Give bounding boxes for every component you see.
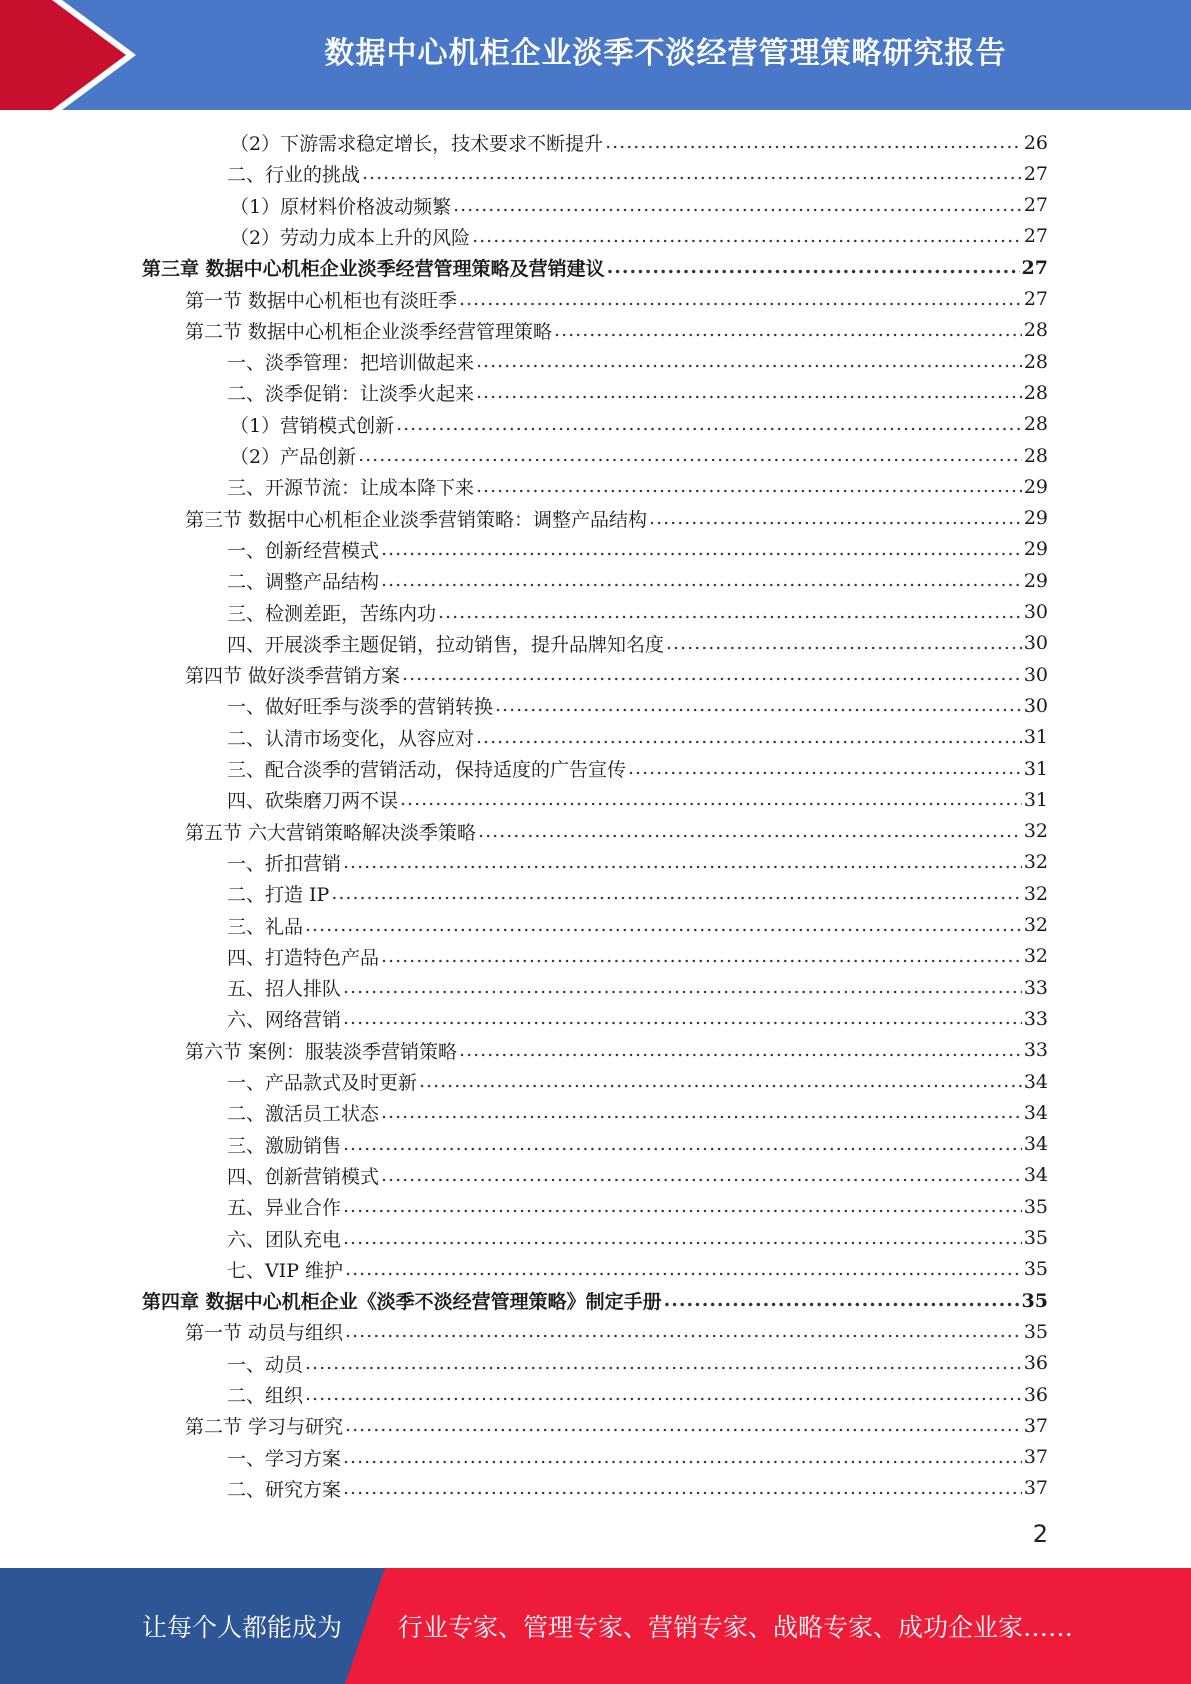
toc-entry-title: 四、创新营销模式 [227, 1165, 380, 1188]
toc-row[interactable] [227, 346, 1048, 377]
toc-entry-title: 五、异业合作 [227, 1197, 342, 1220]
toc-row[interactable] [227, 941, 1048, 972]
toc-row[interactable] [227, 690, 1048, 721]
toc-entry-page: 34 [1023, 1133, 1048, 1156]
toc-entry-title: 一、创新经营模式 [227, 539, 380, 562]
toc-entry-title: （2）劳动力成本上升的风险 [230, 226, 471, 249]
toc-leader-dots [343, 1477, 1022, 1500]
toc-leader-dots [396, 413, 1022, 436]
toc-entry-page: 35 [1023, 1258, 1048, 1281]
toc-leader-dots [343, 1007, 1022, 1030]
toc-leader-dots [605, 131, 1022, 154]
toc-row[interactable] [227, 471, 1048, 502]
toc-leader-dots [381, 1164, 1022, 1187]
toc-leader-dots [400, 788, 1022, 811]
toc-row[interactable] [227, 753, 1048, 784]
toc-entry-title: 第一节 动员与组织 [185, 1322, 344, 1345]
page-footer [0, 1568, 1191, 1684]
toc-row[interactable] [185, 315, 1048, 346]
toc-entry-page: 33 [1023, 1007, 1048, 1030]
toc-entry-title: 五、招人排队 [227, 978, 342, 1001]
toc-row[interactable] [230, 221, 1048, 252]
toc-entry-title: 一、动员 [227, 1353, 304, 1376]
toc-entry-title: （1）营销模式创新 [230, 414, 395, 437]
toc-leader-dots [343, 976, 1022, 999]
toc-leader-dots [495, 694, 1022, 717]
toc-entry-page: 27 [1023, 225, 1048, 248]
toc-leader-dots [476, 350, 1022, 373]
toc-row[interactable] [185, 816, 1048, 847]
toc-entry-page: 28 [1023, 444, 1048, 467]
toc-entry-page: 35 [1023, 1227, 1048, 1249]
toc-chapter-row[interactable] [142, 1285, 1048, 1316]
toc-row[interactable] [230, 440, 1048, 471]
toc-row[interactable] [227, 878, 1048, 909]
toc-entry-page: 27 [1021, 256, 1048, 279]
toc-entry-title: （1）原材料价格波动频繁 [230, 195, 452, 218]
toc-entry-page: 32 [1023, 945, 1048, 968]
toc-row[interactable] [185, 284, 1048, 315]
toc-leader-dots [554, 319, 1022, 342]
toc-row[interactable] [227, 1191, 1048, 1222]
page-header [0, 0, 1191, 110]
toc-leader-dots [381, 945, 1022, 968]
toc-row[interactable] [230, 409, 1048, 440]
toc-row[interactable] [227, 1442, 1048, 1473]
toc-leader-dots [607, 256, 1020, 279]
toc-entry-page: 27 [1023, 288, 1048, 310]
toc-entry-page: 37 [1023, 1446, 1048, 1469]
toc-leader-dots [419, 1070, 1022, 1093]
toc-entry-page: 35 [1023, 1320, 1048, 1343]
toc-entry-title: 第六节 案例：服装淡季营销策略 [185, 1040, 458, 1063]
toc-row[interactable] [185, 503, 1048, 534]
toc-row[interactable] [227, 910, 1048, 941]
toc-entry-title: 三、检测差距，苦练内功 [227, 602, 437, 625]
toc-row[interactable] [227, 1223, 1048, 1254]
toc-entry-title: 六、团队充电 [227, 1228, 342, 1251]
toc-entry-title: 第四节 做好淡季营销方案 [185, 665, 401, 688]
toc-row[interactable] [227, 628, 1048, 659]
toc-entry-page: 35 [1021, 1289, 1048, 1312]
toc-entry-title: （2）产品创新 [230, 446, 357, 468]
toc-leader-dots [459, 288, 1022, 311]
toc-entry-title: （2）下游需求稳定增长，技术要求不断提升 [230, 133, 604, 155]
toc-row[interactable] [227, 1379, 1048, 1410]
toc-leader-dots [476, 726, 1022, 749]
toc-entry-title: 第二节 学习与研究 [185, 1416, 344, 1439]
toc-leader-dots [381, 569, 1022, 592]
toc-entry-title: 一、做好旺季与淡季的营销转换 [227, 696, 494, 719]
toc-leader-dots [343, 1133, 1022, 1156]
page-number: 2 [1032, 1520, 1048, 1548]
toc-entry-title: 七、VIP 维护 [227, 1259, 344, 1282]
toc-leader-dots [664, 1289, 1020, 1312]
toc-chapter-row[interactable] [142, 252, 1048, 283]
toc-row[interactable] [227, 722, 1048, 753]
toc-row[interactable] [227, 784, 1048, 815]
toc-leader-dots [343, 851, 1022, 874]
toc-entry-title: 第二节 数据中心机柜企业淡季经营管理策略 [185, 320, 553, 343]
toc-row[interactable] [227, 1129, 1048, 1160]
toc-entry-page: 34 [1023, 1101, 1048, 1124]
toc-entry-page: 29 [1023, 569, 1048, 592]
toc-entry-page: 31 [1023, 726, 1048, 749]
toc-entry-page: 35 [1023, 1195, 1048, 1218]
toc-row[interactable] [185, 1410, 1048, 1441]
toc-entry-page: 33 [1023, 976, 1048, 999]
toc-leader-dots [362, 162, 1022, 185]
toc-row[interactable] [185, 659, 1048, 690]
toc-entry-title: 四、开展淡季主题促销，拉动销售，提升品牌知名度 [227, 633, 665, 656]
toc-leader-dots [345, 1320, 1022, 1343]
toc-entry-page: 28 [1023, 381, 1048, 404]
toc-leader-dots [381, 538, 1022, 561]
toc-leader-dots [402, 663, 1022, 686]
toc-leader-dots [358, 444, 1022, 467]
toc-leader-dots [628, 757, 1022, 780]
toc-entry-title: 第三节 数据中心机柜企业淡季营销策略：调整产品结构 [185, 508, 648, 531]
footer-slogan: 让每个人都能成为 [142, 1613, 343, 1642]
toc-leader-dots [343, 1227, 1022, 1250]
toc-row[interactable] [185, 1316, 1048, 1347]
toc-row[interactable] [227, 847, 1048, 878]
toc-entry-page: 37 [1023, 1477, 1048, 1500]
toc-entry-title: 二、调整产品结构 [227, 571, 380, 594]
toc-entry-page: 27 [1023, 194, 1048, 217]
toc-leader-dots [305, 1383, 1022, 1406]
toc-entry-page: 32 [1023, 820, 1048, 843]
toc-entry-page: 30 [1023, 663, 1048, 686]
toc-entry-page: 34 [1023, 1070, 1048, 1093]
toc-entry-page: 28 [1023, 413, 1048, 436]
toc-entry-title: 三、激励销售 [227, 1134, 342, 1157]
toc-entry-title: 一、产品款式及时更新 [227, 1072, 418, 1094]
toc-leader-dots [453, 194, 1022, 217]
footer-roles: 行业专家、管理专家、营销专家、战略专家、成功企业家…… [398, 1613, 1074, 1642]
toc-entry-title: 第三章 数据中心机柜企业淡季经营管理策略及营销建议 [142, 258, 605, 281]
toc-entry-page: 32 [1023, 851, 1048, 874]
toc-entry-page: 32 [1023, 914, 1048, 936]
toc-entry-page: 29 [1023, 507, 1048, 530]
toc-leader-dots [345, 1414, 1022, 1437]
toc-entry-title: 三、配合淡季的营销活动，保持适度的广告宣传 [227, 759, 627, 781]
toc-entry-title: 四、打造特色产品 [227, 946, 380, 969]
toc-entry-page: 32 [1023, 882, 1048, 905]
toc-entry-title: 二、组织 [227, 1385, 304, 1407]
toc-entry-page: 31 [1023, 788, 1048, 811]
toc-row[interactable] [227, 565, 1048, 596]
toc-entry-title: 三、开源节流：让成本降下来 [227, 477, 475, 500]
toc-leader-dots [459, 1039, 1022, 1062]
toc-entry-title: 二、打造 IP [227, 884, 330, 907]
toc-entry-title: 二、研究方案 [227, 1478, 342, 1501]
toc-entry-page: 27 [1023, 162, 1048, 185]
toc-row[interactable] [227, 1066, 1048, 1097]
toc-entry-title: 二、行业的挑战 [227, 164, 361, 187]
toc-leader-dots [476, 381, 1022, 404]
toc-entry-page: 36 [1023, 1352, 1048, 1375]
toc-entry-page: 31 [1023, 757, 1048, 780]
toc-entry-title: 二、淡季促销：让淡季火起来 [227, 383, 475, 406]
toc-entry-title: 四、砍柴磨刀两不误 [227, 790, 399, 813]
toc-row[interactable] [230, 190, 1048, 221]
toc-leader-dots [666, 632, 1022, 655]
toc-entry-title: 第五节 六大营销策略解决淡季策略 [185, 821, 477, 844]
toc-row[interactable] [227, 534, 1048, 565]
toc-leader-dots [438, 601, 1022, 624]
toc-leader-dots [343, 1195, 1022, 1218]
toc-row[interactable] [227, 1160, 1048, 1191]
toc-entry-title: 三、礼品 [227, 915, 304, 938]
report-title: 数据中心机柜企业淡季不淡经营管理策略研究报告 [324, 36, 1007, 71]
toc-row[interactable] [227, 158, 1048, 189]
toc-entry-title: 第四章 数据中心机柜企业《淡季不淡经营管理策略》制定手册 [142, 1291, 662, 1314]
toc-entry-title: 二、认清市场变化，从容应对 [227, 727, 475, 750]
toc-entry-page: 34 [1023, 1164, 1048, 1187]
toc-entry-page: 29 [1023, 538, 1048, 561]
toc-entry-title: 六、网络营销 [227, 1009, 342, 1032]
toc-leader-dots [472, 225, 1022, 248]
toc-leader-dots [381, 1101, 1022, 1124]
toc-entry-page: 37 [1023, 1414, 1048, 1437]
toc-leader-dots [476, 475, 1022, 498]
toc-row[interactable] [227, 1348, 1048, 1379]
toc-leader-dots [649, 507, 1022, 530]
toc-row[interactable] [227, 1097, 1048, 1128]
toc-leader-dots [305, 1352, 1022, 1375]
toc-entry-page: 30 [1023, 601, 1048, 623]
toc-entry-title: 第一节 数据中心机柜也有淡旺季 [185, 289, 458, 312]
toc-entry-page: 33 [1023, 1039, 1048, 1062]
toc-row[interactable] [227, 597, 1048, 628]
toc-entry-title: 一、折扣营销 [227, 852, 342, 875]
toc-leader-dots [305, 914, 1022, 937]
toc-row[interactable] [227, 1473, 1048, 1504]
toc-leader-dots [343, 1446, 1022, 1469]
toc-row[interactable] [227, 1003, 1048, 1034]
toc-entry-title: 二、激活员工状态 [227, 1103, 380, 1126]
toc-row[interactable] [185, 1035, 1048, 1066]
toc-leader-dots [331, 882, 1021, 905]
toc-row[interactable] [227, 377, 1048, 408]
toc-leader-dots [478, 820, 1022, 843]
toc-entry-page: 28 [1023, 319, 1048, 342]
toc-leader-dots [345, 1258, 1022, 1281]
toc-row[interactable] [227, 1254, 1048, 1285]
toc-entry-page: 36 [1023, 1383, 1048, 1406]
toc-entry-page: 29 [1023, 475, 1048, 498]
header-arrow-decoration [0, 0, 160, 110]
toc-entry-page: 30 [1023, 694, 1048, 717]
toc-entry-title: 一、淡季管理：把培训做起来 [227, 352, 475, 375]
toc-entry-page: 26 [1023, 131, 1048, 154]
toc-entry-page: 28 [1023, 350, 1048, 373]
toc-entry-title: 一、学习方案 [227, 1447, 342, 1470]
toc-row[interactable] [230, 127, 1048, 158]
toc-row[interactable] [227, 972, 1048, 1003]
toc-entry-page: 30 [1023, 632, 1048, 655]
